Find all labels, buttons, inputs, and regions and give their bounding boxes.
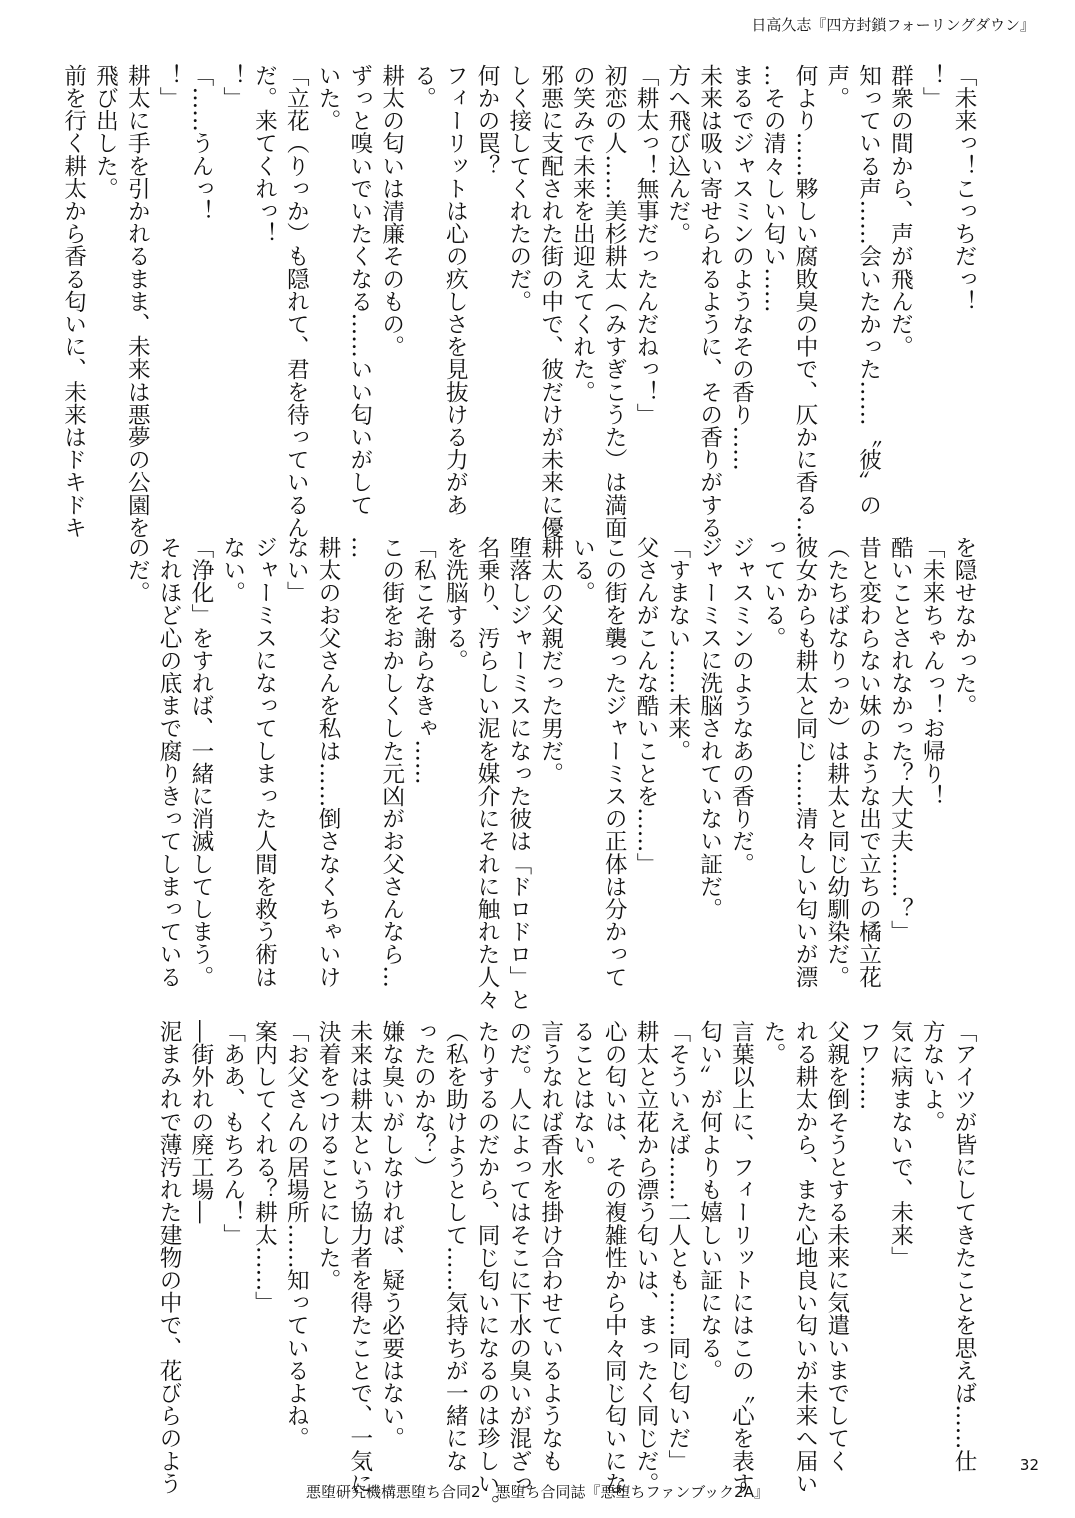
text-line: 「……うんっ！	[187, 64, 214, 223]
text-line: いる。	[569, 536, 596, 604]
text-line: いた。	[315, 64, 342, 132]
text-line: 心の匂いは、その複雑性から中々同じ匂いにな	[601, 1020, 628, 1495]
text-line: フワ……	[855, 1020, 882, 1111]
text-line: ！」	[156, 64, 183, 110]
text-line: 耕太の匂いは清廉そのもの。	[378, 64, 405, 358]
text-line: 群衆の間から、声が飛んだ。	[887, 64, 914, 358]
text-line: 未来は吸い寄せられるように、その香りがする	[696, 64, 723, 539]
text-line: 泥まみれで薄汚れた建物の中で、花びらのよう	[156, 1020, 183, 1495]
text-line: の笑みで未来を出迎えてくれた。	[569, 64, 596, 403]
text-line: 初恋の人……美杉耕太（みすぎこうた）は満面	[601, 64, 628, 539]
text-line: 何かの罠？	[474, 64, 501, 177]
text-line: まるでジャスミンのようなその香り……	[728, 64, 755, 471]
text-line: 飛び出した。	[92, 64, 119, 200]
text-block-middle	[109, 536, 979, 1011]
text-line: この街をおかしくした元凶がお父さんなら…	[378, 536, 405, 988]
text-line: 耕太と立花から漂う匂いは、まったく同じだ。	[633, 1020, 660, 1495]
text-line: 酷いことされなかった？大丈夫……？」	[887, 536, 914, 943]
text-line: 決着をつけることにした。	[315, 1020, 342, 1292]
text-line: 案内してくれる？耕太……」	[251, 1020, 278, 1314]
text-line: のだ。人によってはそこに下水の臭いが混ざっ	[505, 1020, 532, 1495]
text-line: 父さんがこんな酷いことを……」	[633, 536, 660, 875]
text-line: それほど心の底まで腐りきってしまっている	[156, 536, 183, 988]
text-line: を洗脳する。	[442, 536, 469, 672]
text-line: を隠せなかった。	[951, 536, 977, 717]
text-line: 何より……夥しい腐敗臭の中で、仄かに香る…	[792, 64, 819, 539]
text-line: 方へ飛び込んだ。	[664, 64, 691, 245]
text-line: 父親を倒そうとする未来に気遣いまでしてく	[823, 1020, 850, 1472]
text-line: フィーリットは心の疚しさを見抜ける力があ	[442, 64, 469, 516]
text-line: 「お父さんの居場所……知っているよね。	[283, 1020, 310, 1450]
text-line: 耕太のお父さんを私は……倒さなくちゃいけ	[315, 536, 342, 988]
text-line: っている。	[760, 536, 787, 649]
text-line: 声。	[823, 64, 850, 110]
text-line: （たちばなりっか）は耕太と同じ幼馴染だ。	[823, 536, 850, 988]
text-line: 名乗り、汚らしい泥を媒介にそれに触れた人々	[474, 536, 501, 1011]
text-line: 「立花（りっか）も隠れて、君を待っているん	[283, 64, 310, 539]
text-line: だ。来てくれっ！	[251, 64, 278, 245]
text-line: 方ないよ。	[919, 1020, 946, 1133]
text-line: …その清々しい匂い……	[760, 64, 787, 313]
text-block-top	[60, 64, 979, 539]
text-line: る。	[410, 64, 437, 110]
text-line: 昔と変わらない妹のような出で立ちの橘立花	[855, 536, 882, 988]
text-line: ったのかな？）	[410, 1020, 437, 1179]
text-line: ない」	[283, 536, 310, 604]
text-line: 耕太の父親だった男だ。	[537, 536, 564, 785]
text-line: 気に病まないで、未来」	[887, 1020, 914, 1269]
text-line: …	[346, 536, 373, 559]
text-line: ジャーミスに洗脳されていない証だ。	[696, 536, 723, 921]
text-line: 「未来っ！こっちだっ！	[951, 64, 977, 313]
text-line: れる耕太から、また心地良い匂いが未来へ届い	[792, 1020, 819, 1495]
text-line: （私を助けようとして……気持ちが一緒にな	[442, 1020, 469, 1472]
text-line: ずっと嗅いでいたくなる……いい匂いがして	[346, 64, 373, 516]
text-line: 耕太に手を引かれるまま、未来は悪夢の公園を	[124, 64, 151, 539]
running-header: 日高久志『四方封鎖フォーリングダウン』	[751, 16, 1035, 34]
text-line: しく接してくれたのだ。	[505, 64, 532, 313]
text-line: 「耕太っ！無事だったんだねっ！」	[633, 64, 660, 426]
text-line: ！」	[919, 64, 946, 110]
text-line: 「そういえば……二人とも……同じ匂いだ」	[664, 1020, 691, 1472]
text-line: ジャーミスになってしまった人間を救う術は	[251, 536, 278, 988]
text-line: 「私こそ謝らなきゃ……	[410, 536, 437, 785]
text-line: た。	[760, 1020, 787, 1066]
text-line: のだ。	[124, 536, 151, 604]
text-line: たりするのだから、同じ匂いになるのは珍しい。	[474, 1020, 501, 1518]
text-line: 言うなれば香水を掛け合わせているようなも	[537, 1020, 564, 1472]
text-line: 前を行く耕太から香る匂いに、未来はドキドキ	[60, 64, 87, 539]
text-line: ジャスミンのようなあの香りだ。	[728, 536, 755, 875]
text-line: 「ああ、もちろん！」	[219, 1020, 246, 1246]
text-line: 「アイツが皆にしてきたことを思えば……仕	[951, 1020, 977, 1472]
text-line: ない。	[219, 536, 246, 604]
text-line: 「すまない……未来。	[664, 536, 691, 762]
text-line: 嫌な臭いがしなければ、疑う必要はない。	[378, 1020, 405, 1450]
text-line: ―街外れの廃工場―	[187, 1020, 214, 1224]
text-line: 未来は耕太という協力者を得たことで、一気に	[346, 1020, 373, 1495]
text-line: 邪悪に支配された街の中で、彼だけが未来に優	[537, 64, 564, 539]
text-line: この街を襲ったジャーミスの正体は分かって	[601, 536, 628, 988]
text-line: 匂い〟が何よりも嬉しい証になる。	[696, 1020, 723, 1382]
text-line: 堕落しジャーミスになった彼は「ドロドロ」と	[505, 536, 532, 1011]
text-line: 「浄化」をすれば、一緒に消滅してしまう。	[187, 536, 214, 988]
text-line: ！」	[219, 64, 246, 110]
running-footer: 悪堕研究機構悪堕ち合同2 悪堕ち合同誌『悪堕ちファンブック2A』	[305, 1483, 769, 1501]
text-line: ることはない。	[569, 1020, 596, 1179]
text-line: 彼女からも耕太と同じ……清々しい匂いが漂	[792, 536, 819, 988]
text-line: 言葉以上に、フィーリットにはこの〝心を表す	[728, 1020, 755, 1495]
text-line: 知っている声……会いたかった……〝彼〟の	[855, 64, 882, 516]
page-number: 32	[1019, 1456, 1039, 1474]
text-line: 「未来ちゃんっ！お帰り！	[919, 536, 946, 808]
